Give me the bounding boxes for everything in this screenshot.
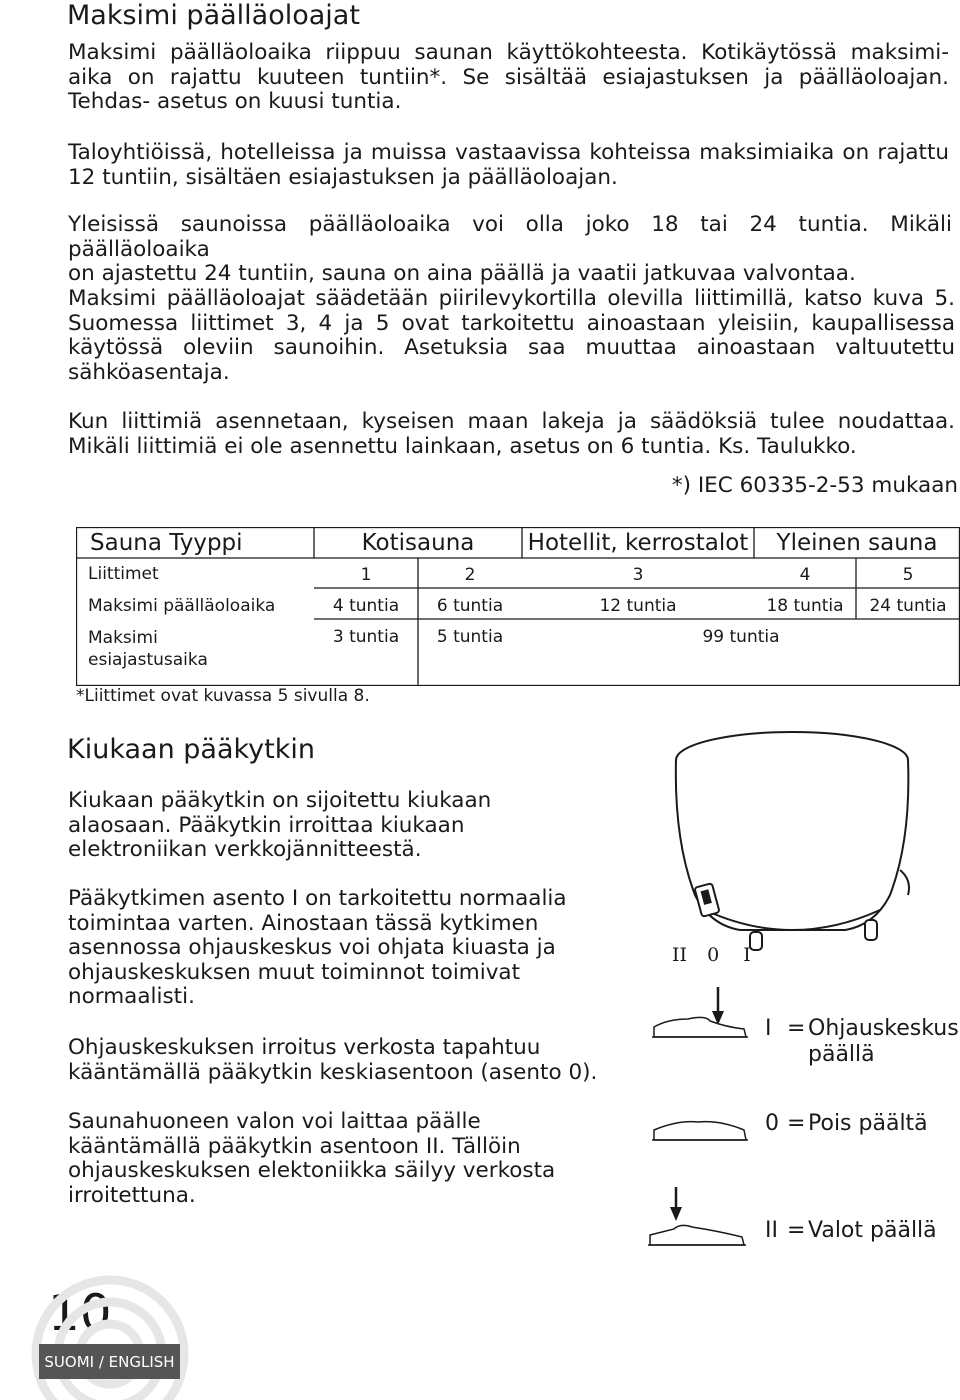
text-line: aika on rajattu kuuteen tuntiin*. Se sisältää esiajastuksen ja päälläoloajan. xyxy=(68,64,949,90)
text-line: Suomessa liittimet 3, 4 ja 5 ovat tarkoitettu ainoastaan yleisiin, kaupallisessa xyxy=(68,310,955,336)
table-row-label-connectors: Liittimet xyxy=(88,564,159,584)
legend-symbol: 0 xyxy=(765,1111,779,1136)
table-cell: 18 tuntia xyxy=(766,595,844,616)
table-cell: 3 xyxy=(632,564,644,585)
language-label: SUOMI / ENGLISH xyxy=(39,1344,180,1379)
text-line: Kiukaan pääkytkin on sijoitettu kiukaan xyxy=(68,788,492,813)
legend-text-line: Ohjauskeskus xyxy=(808,1016,959,1041)
text-line: Maksimi päälläoloajat säädetään piirilevykortilla olevilla liittimillä, katso kuva 5. xyxy=(68,286,955,311)
paragraph-position-0 xyxy=(68,1036,628,1085)
legend-equals: = xyxy=(787,1016,806,1041)
label-line: Maksimi xyxy=(88,628,158,648)
switch-label-0: 0 xyxy=(707,944,720,966)
text-line: Taloyhtiöissä, hotelleissa ja muissa vastaavissa kohteissa maksimiaika on rajattu xyxy=(68,140,949,165)
legend-equals: = xyxy=(787,1111,806,1136)
switch-label-ii: II xyxy=(672,944,688,966)
table-cell: 3 tuntia xyxy=(332,626,400,647)
heater-illustration xyxy=(650,720,950,960)
text-line: Kun liittimiä asennetaan, kyseisen maan lakeja ja säädöksiä tulee noudattaa. xyxy=(68,409,955,434)
table-note: *Liittimet ovat kuvassa 5 sivulla 8. xyxy=(76,686,370,706)
paragraph-max-time-intro xyxy=(68,41,949,115)
legend-position-i xyxy=(765,1016,960,1072)
text-line: kääntämällä pääkytkin asentoon II. Tällöin xyxy=(68,1133,521,1159)
switch-label-i: I xyxy=(743,944,751,966)
paragraph-connectors-laws xyxy=(68,410,955,459)
text-line: Mikäli liittimiä ei ole asennettu lainkaan, asetus on 6 tuntia. Ks. Taulukko. xyxy=(68,433,857,459)
legend-text xyxy=(808,1016,959,1068)
table-cell: 24 tuntia xyxy=(869,595,947,616)
section-title-max-on-times: Maksimi päälläoloajat xyxy=(67,0,360,31)
table-header-sauna-type: Sauna Tyyppi xyxy=(90,529,243,556)
text-line: Pääkytkimen asento I on tarkoitettu normaalia xyxy=(68,886,567,911)
legend-symbol: I xyxy=(765,1016,772,1041)
legend-text: Valot päällä xyxy=(808,1218,937,1243)
paragraph-housing-companies xyxy=(68,141,949,190)
text-line: normaalisti. xyxy=(68,984,195,1009)
legend-equals: = xyxy=(787,1218,806,1243)
text-line: on ajastettu 24 tuntiin, sauna on aina päällä ja vaatii jatkuvaa valvontaa. xyxy=(68,261,856,286)
paragraph-switch-location xyxy=(68,789,628,863)
table-cell: 1 xyxy=(360,564,372,585)
text-line: Maksimi päälläoloaika riippuu saunan käyttökohteesta. Kotikäytössä maksimi- xyxy=(68,40,949,65)
table-cell: 99 tuntia xyxy=(702,626,780,647)
switch-position-0-diagram xyxy=(648,1108,752,1148)
text-line: käytössä oleviin saunoihin. Asetuksia saa muuttaa ainoastaan valtuutettu xyxy=(68,335,955,360)
table-cell: 2 xyxy=(464,564,476,585)
text-line: irroitettuna. xyxy=(68,1182,196,1208)
text-line: sähköasentaja. xyxy=(68,359,230,385)
table-cell: 5 xyxy=(902,564,914,585)
paragraph-position-ii xyxy=(68,1110,628,1208)
legend-text-line: päällä xyxy=(808,1042,875,1067)
table-header-public-sauna: Yleinen sauna xyxy=(776,529,938,556)
text-line: Tehdas- asetus on kuusi tuntia. xyxy=(68,89,402,114)
text-line: 12 tuntiin, sisältäen esiajastuksen ja päälläoloajan. xyxy=(68,164,618,190)
text-line: ohjauskeskuksen muut toiminnot toimivat xyxy=(68,959,521,985)
text-line: alaosaan. Pääkytkin irroittaa kiukaan xyxy=(68,812,465,838)
decorative-rings xyxy=(0,1264,190,1400)
table-row-label-max-on-time: Maksimi päälläoloaika xyxy=(88,596,276,616)
legend-text: Pois päältä xyxy=(808,1111,928,1136)
table-cell: 5 tuntia xyxy=(436,626,504,647)
text-line: toimintaa varten. Ainostaan tässä kytkimen xyxy=(68,910,539,936)
connector-settings-table xyxy=(76,527,960,686)
footnote-iec: *) IEC 60335-2-53 mukaan xyxy=(671,473,958,498)
text-line: Ohjauskeskuksen irroitus verkosta tapahtuu xyxy=(68,1035,541,1060)
text-line: Yleisissä saunoissa päälläoloaika voi olla joko 18 tai 24 tuntia. Mikäli päälläoloaika xyxy=(68,212,952,262)
switch-position-labels xyxy=(672,944,751,966)
table-header-hotels: Hotellit, kerrostalot xyxy=(527,529,749,556)
switch-position-ii-diagram xyxy=(640,1185,750,1255)
legend-position-ii xyxy=(765,1218,960,1248)
page-number: 10 xyxy=(48,1284,112,1342)
label-line: esiajastusaika xyxy=(88,650,208,670)
text-line: Saunahuoneen valon voi laittaa päälle xyxy=(68,1109,481,1134)
section-title-main-switch: Kiukaan pääkytkin xyxy=(67,734,315,765)
legend-symbol: II xyxy=(765,1218,778,1243)
table-cell: 6 tuntia xyxy=(436,595,504,616)
text-line: ohjauskeskuksen elektoniikka säilyy verkosta xyxy=(68,1158,556,1183)
legend-position-0 xyxy=(765,1111,960,1141)
text-line: asennossa ohjauskeskus voi ohjata kiuasta ja xyxy=(68,935,556,960)
table-cell: 4 tuntia xyxy=(332,595,400,616)
paragraph-position-i xyxy=(68,887,628,1010)
text-line: kääntämällä pääkytkin keskiasentoon (asento 0). xyxy=(68,1059,598,1085)
table-cell: 4 xyxy=(799,564,811,585)
switch-position-i-diagram xyxy=(648,985,752,1045)
text-line: elektroniikan verkkojännitteestä. xyxy=(68,837,422,862)
table-header-home-sauna: Kotisauna xyxy=(361,529,475,556)
table-row-label-max-preset-time xyxy=(88,627,208,671)
paragraph-public-saunas xyxy=(68,213,952,287)
paragraph-circuit-board-settings xyxy=(68,287,955,385)
table-cell: 12 tuntia xyxy=(599,595,677,616)
